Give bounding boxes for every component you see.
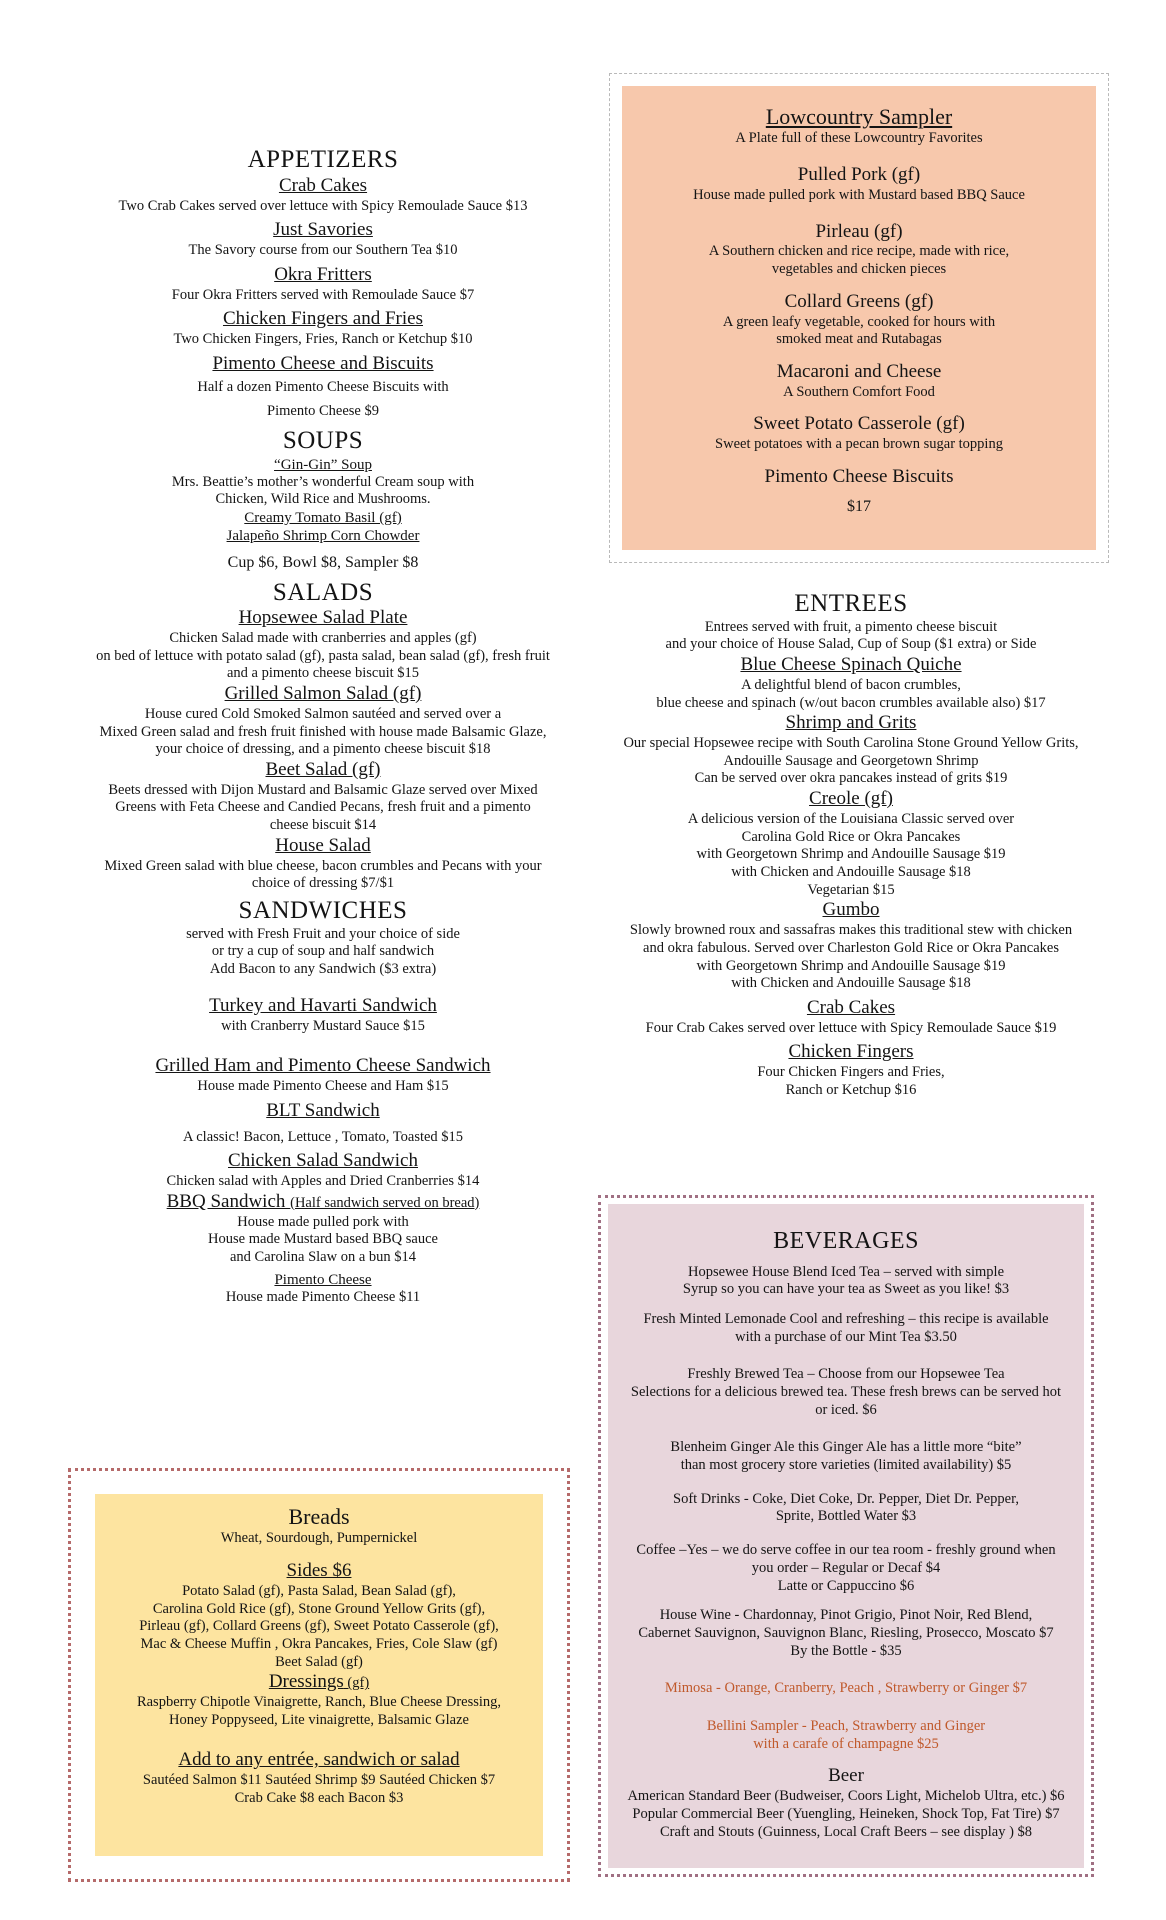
sandwich-desc: House made Pimento Cheese $11 [225, 1288, 421, 1305]
entree-desc: with Georgetown Shrimp and Andouille Sausage $19 [696, 846, 1006, 863]
salads-section [60, 579, 586, 894]
salad-desc: Mixed Green salad and fresh fruit finished with house made Balsamic Glaze, [99, 723, 547, 740]
entrees-intro: Entrees served with fruit, a pimento cheese biscuit [704, 618, 998, 635]
appetizer-desc: Two Chicken Fingers, Fries, Ranch or Ketchup $10 [173, 331, 473, 347]
entree-desc: Four Chicken Fingers and Fries, [757, 1064, 945, 1081]
lowcountry-item-name: Macaroni and Cheese [776, 360, 942, 382]
bellini-text: Bellini Sampler - Peach, Strawberry and Ginger [706, 1717, 986, 1734]
salad-desc: Mixed Green salad with blue cheese, bacon crumbles and Pecans with your [104, 857, 542, 874]
mimosa-text: Mimosa - Orange, Cranberry, Peach , Strawberry or Ginger $7 [664, 1680, 1028, 1697]
entree-item [595, 712, 1107, 788]
lowcountry-item-name: Collard Greens (gf) [784, 290, 934, 312]
entree-item [595, 654, 1107, 712]
salad-item [60, 607, 586, 683]
sides-list: Mac & Cheese Muffin , Okra Pancakes, Fries, Cole Slaw (gf) [140, 1635, 498, 1652]
sandwich-note: (Half sandwich served on bread) [290, 1194, 480, 1211]
beverage-item [608, 1491, 1084, 1526]
beverage-item [608, 1264, 1084, 1299]
entree-name: Creole (gf) [809, 788, 893, 810]
appetizer-item [60, 353, 586, 421]
entree-desc: Can be served over okra pancakes instead of grits $19 [694, 770, 1008, 787]
entree-desc: Andouille Sausage and Georgetown Shrimp [723, 752, 979, 769]
sandwich-desc: and Carolina Slaw on a bun $14 [229, 1248, 417, 1265]
entree-desc: Vegetarian $15 [807, 881, 895, 898]
lowcountry-item-desc: vegetables and chicken pieces [771, 261, 947, 278]
beverage-item [608, 1439, 1084, 1474]
entree-desc: with Georgetown Shrimp and Andouille Sausage $19 [696, 957, 1006, 974]
appetizer-item [60, 308, 586, 348]
salad-desc: Beets dressed with Dijon Mustard and Balsamic Glaze served over Mixed [108, 781, 538, 798]
sandwich-item-pimento [60, 1271, 586, 1307]
entree-item [595, 788, 1107, 899]
appetizer-desc: The Savory course from our Southern Tea $10 [188, 242, 458, 259]
beverage-text: Cabernet Sauvignon, Sauvignon Blanc, Riesling, Prosecco, Moscato $7 [638, 1624, 1054, 1641]
beverage-text: Syrup so you can have your tea as Sweet as you like! $3 [682, 1281, 1010, 1298]
beverage-text: Freshly Brewed Tea – Choose from our Hopsewee Tea [687, 1366, 1005, 1383]
sides-title: Sides $6 [286, 1560, 352, 1582]
soup-desc: Mrs. Beattie’s mother’s wonderful Cream soup with [171, 473, 475, 490]
entree-desc: Four Crab Cakes served over lettuce with Spicy Remoulade Sauce $19 [645, 1019, 1057, 1036]
lowcountry-item-desc: A green leafy vegetable, cooked for hours with [722, 313, 996, 330]
appetizer-item [60, 264, 586, 304]
beverage-item [608, 1366, 1084, 1419]
entree-desc: and okra fabulous. Served over Charleston Gold Rice or Okra Pancakes [643, 939, 1059, 956]
sandwich-name: BLT Sandwich [266, 1099, 380, 1121]
addon-list: Sautéed Salmon $11 Sautéed Shrimp $9 Sautéed Chicken $7 [142, 1772, 496, 1789]
entree-desc: A delightful blend of bacon crumbles, [741, 676, 961, 693]
sandwiches-intro: or try a cup of soup and half sandwich [211, 943, 435, 960]
appetizer-item [60, 219, 586, 259]
beer-text: American Standard Beer (Budweiser, Coors Light, Michelob Ultra, etc.) $6 [627, 1788, 1065, 1805]
beverages-section [608, 1228, 1084, 1841]
sandwich-item [60, 1150, 586, 1190]
beverage-text: Blenheim Ginger Ale this Ginger Ale has a little more “bite” [670, 1439, 1022, 1456]
breads-types: Wheat, Sourdough, Pumpernickel [220, 1530, 418, 1547]
salad-name: Beet Salad (gf) [265, 758, 381, 780]
sandwich-name: Chicken Salad Sandwich [228, 1150, 418, 1172]
beverage-item [608, 1311, 1084, 1346]
dressings-list: Honey Poppyseed, Lite vinaigrette, Balsamic Glaze [169, 1711, 469, 1728]
lowcountry-item [622, 291, 1096, 349]
addon-list: Crab Cake $8 each Bacon $3 [234, 1789, 404, 1806]
dressings-gf: (gf) [343, 1675, 370, 1692]
lowcountry-item [622, 164, 1096, 204]
sandwich-name: BBQ Sandwich [166, 1190, 291, 1212]
lowcountry-item-desc: Sweet potatoes with a pecan brown sugar topping [715, 436, 1003, 453]
appetizers-section [60, 146, 586, 421]
sandwich-item-bbq [60, 1191, 586, 1267]
lowcountry-section [622, 104, 1096, 516]
beverage-text: Selections for a delicious brewed tea. These fresh brews can be served hot [630, 1384, 1062, 1401]
breads-title: Breads [288, 1504, 350, 1529]
beverage-text: Hopsewee House Blend Iced Tea – served with simple [687, 1263, 1005, 1280]
sides-list: Pirleau (gf), Collard Greens (gf), Sweet Potato Casserole (gf), [139, 1618, 499, 1635]
sandwich-item [60, 1055, 586, 1095]
lowcountry-item-name: Pirleau (gf) [815, 220, 903, 242]
dressings-heading [95, 1671, 543, 1694]
entree-name: Blue Cheese Spinach Quiche [740, 654, 962, 676]
beverage-text: you order – Regular or Decaf $4 [751, 1559, 941, 1576]
entree-desc: A delicious version of the Louisiana Classic served over [687, 810, 1015, 827]
sides-list: Beet Salad (gf) [275, 1653, 363, 1670]
appetizer-name: Chicken Fingers and Fries [222, 308, 423, 330]
entree-name: Gumbo [822, 899, 880, 921]
entree-desc: Our special Hopsewee recipe with South Carolina Stone Ground Yellow Grits, [623, 735, 1079, 752]
sides-list: Potato Salad (gf), Pasta Salad, Bean Salad (gf), [182, 1582, 456, 1599]
appetizer-desc: Two Crab Cakes served over lettuce with Spicy Remoulade Sauce $13 [118, 197, 528, 214]
lowcountry-item [622, 361, 1096, 401]
sandwich-desc: Chicken salad with Apples and Dried Cranberries $14 [166, 1173, 480, 1190]
entree-desc: Ranch or Ketchup $16 [785, 1081, 917, 1098]
salad-item [60, 683, 586, 759]
salad-desc: choice of dressing $7/$1 [251, 875, 395, 892]
soup-tomato: Creamy Tomato Basil (gf) [244, 509, 402, 526]
salad-desc: Greens with Feta Cheese and Candied Pecans, fresh fruit and a pimento [115, 799, 531, 816]
sandwiches-section [60, 897, 586, 1306]
appetizer-desc: Pimento Cheese $9 [267, 403, 379, 420]
appetizer-desc: Four Okra Fritters served with Remoulade Sauce $7 [171, 286, 475, 303]
beverage-text: than most grocery store varieties (limited availability) $5 [680, 1457, 1012, 1474]
salad-desc: and a pimento cheese biscuit $15 [226, 665, 420, 682]
sandwiches-intro: served with Fresh Fruit and your choice of side [186, 925, 460, 942]
appetizer-name: Pimento Cheese and Biscuits [212, 352, 434, 374]
lowcountry-price: $17 [847, 497, 871, 515]
beer-text: Craft and Stouts (Guinness, Local Craft Beers – see display ) $8 [659, 1823, 1033, 1840]
lowcountry-item-desc: smoked meat and Rutabagas [776, 331, 942, 348]
beer-title: Beer [828, 1765, 864, 1787]
lowcountry-item-name: Pimento Cheese Biscuits [764, 465, 954, 487]
lowcountry-item [622, 221, 1096, 279]
left-column [60, 146, 586, 1306]
entree-desc: Carolina Gold Rice or Okra Pancakes [741, 828, 961, 845]
lowcountry-item-desc: A Southern Comfort Food [783, 383, 935, 400]
sandwich-desc: A classic! Bacon, Lettuce , Tomato, Toasted $15 [182, 1128, 464, 1145]
entree-name: Shrimp and Grits [785, 712, 917, 734]
beverage-text: By the Bottle - $35 [790, 1642, 902, 1659]
entree-name: Chicken Fingers [788, 1041, 914, 1063]
beverage-text: Soft Drinks - Coke, Diet Coke, Dr. Pepper, Diet Dr. Pepper, [673, 1490, 1019, 1507]
salad-desc: cheese biscuit $14 [269, 817, 377, 834]
dressings-title: Dressings [268, 1671, 344, 1693]
beverage-text: Sprite, Bottled Water $3 [775, 1508, 917, 1525]
soups-heading: SOUPS [282, 426, 364, 454]
soup-gin-gin: “Gin-Gin” Soup [274, 456, 372, 473]
dressings-list: Raspberry Chipotle Vinaigrette, Ranch, Blue Cheese Dressing, [136, 1694, 502, 1711]
sandwich-name: Grilled Ham and Pimento Cheese Sandwich [155, 1055, 491, 1077]
lowcountry-item-name: Pulled Pork (gf) [797, 164, 921, 186]
sandwich-name: Pimento Cheese [274, 1271, 372, 1288]
soup-chowder: Jalapeño Shrimp Corn Chowder [226, 527, 420, 544]
salad-item [60, 835, 586, 893]
appetizer-name: Crab Cakes [278, 174, 368, 196]
lowcountry-item-name: Sweet Potato Casserole (gf) [753, 413, 965, 435]
sandwich-desc: House made Pimento Cheese and Ham $15 [197, 1078, 449, 1095]
entree-name: Crab Cakes [806, 996, 896, 1018]
salad-desc: Chicken Salad made with cranberries and apples (gf) [169, 630, 477, 647]
salad-desc: House cured Cold Smoked Salmon sautéed and served over a [144, 705, 502, 722]
appetizer-item [60, 175, 586, 215]
appetizer-desc: Half a dozen Pimento Cheese Biscuits with [197, 379, 449, 396]
beverage-text: Latte or Cappuccino $6 [777, 1577, 915, 1594]
bbq-heading [60, 1191, 586, 1214]
lowcountry-item-desc: A Southern chicken and rice recipe, made with rice, [708, 243, 1010, 260]
entree-desc: with Chicken and Andouille Sausage $18 [731, 975, 971, 992]
soups-section [60, 427, 586, 573]
entrees-intro: and your choice of House Salad, Cup of Soup ($1 extra) or Side [665, 636, 1037, 653]
beverage-text: House Wine - Chardonnay, Pinot Grigio, Pinot Noir, Red Blend, [659, 1607, 1033, 1624]
salad-desc: your choice of dressing, and a pimento cheese biscuit $18 [155, 741, 491, 758]
breads-section [95, 1504, 543, 1808]
beverage-item [608, 1542, 1084, 1595]
entree-desc: with Chicken and Andouille Sausage $18 [731, 864, 971, 881]
entrees-section [595, 590, 1107, 1100]
sandwich-desc: House made Mustard based BBQ sauce [208, 1231, 438, 1248]
sandwich-item [60, 1100, 586, 1146]
salad-item [60, 759, 586, 835]
entrees-heading: ENTREES [794, 590, 908, 617]
lowcountry-item [622, 413, 1096, 453]
appetizer-name: Okra Fritters [274, 263, 372, 285]
entree-item [595, 997, 1107, 1037]
salad-desc: on bed of lettuce with potato salad (gf), pasta salad, bean salad (gf), fresh fruit [96, 647, 550, 664]
sandwich-desc: with Cranberry Mustard Sauce $15 [221, 1017, 425, 1034]
appetizers-heading: APPETIZERS [247, 146, 399, 173]
beer-text: Popular Commercial Beer (Yuengling, Heineken, Shock Top, Fat Tire) $7 [632, 1805, 1060, 1822]
sandwich-item [60, 995, 586, 1035]
salads-heading: SALADS [272, 578, 374, 606]
salad-name: House Salad [275, 834, 371, 856]
sandwich-name: Turkey and Havarti Sandwich [209, 994, 437, 1016]
beverage-item [608, 1607, 1084, 1660]
sides-list: Carolina Gold Rice (gf), Stone Ground Yellow Grits (gf), [152, 1600, 486, 1617]
salad-name: Hopsewee Salad Plate [238, 607, 408, 629]
sandwiches-heading: SANDWICHES [238, 897, 408, 924]
salad-name: Grilled Salmon Salad (gf) [224, 683, 422, 705]
beverage-text: or iced. $6 [815, 1401, 877, 1418]
soup-prices: Cup $6, Bowl $8, Sampler $8 [227, 553, 419, 571]
beverage-text: Coffee –Yes – we do serve coffee in our tea room - freshly ground when [636, 1542, 1056, 1559]
addon-title: Add to any entrée, sandwich or salad [178, 1749, 460, 1771]
beverages-heading: BEVERAGES [773, 1228, 919, 1254]
appetizer-name: Just Savories [273, 219, 373, 241]
sandwich-desc: House made pulled pork with [237, 1213, 409, 1230]
entree-desc: Slowly browned roux and sassafras makes this traditional stew with chicken [629, 922, 1073, 939]
entree-item [595, 1041, 1107, 1099]
beverage-text: Fresh Minted Lemonade Cool and refreshing – this recipe is available [643, 1310, 1049, 1327]
sandwiches-intro: Add Bacon to any Sandwich ($3 extra) [209, 961, 437, 978]
lowcountry-title: Lowcountry Sampler [765, 104, 953, 129]
entree-item [595, 899, 1107, 993]
entree-desc: blue cheese and spinach (w/out bacon crumbles available also) $17 [656, 694, 1046, 711]
beverage-text: with a purchase of our Mint Tea $3.50 [735, 1328, 957, 1345]
lowcountry-item-desc: House made pulled pork with Mustard based BBQ Sauce [693, 186, 1025, 203]
soup-desc: Chicken, Wild Rice and Mushrooms. [215, 491, 431, 508]
lowcountry-subtitle: A Plate full of these Lowcountry Favorites [735, 130, 983, 147]
bellini-text: with a carafe of champagne $25 [753, 1735, 939, 1752]
